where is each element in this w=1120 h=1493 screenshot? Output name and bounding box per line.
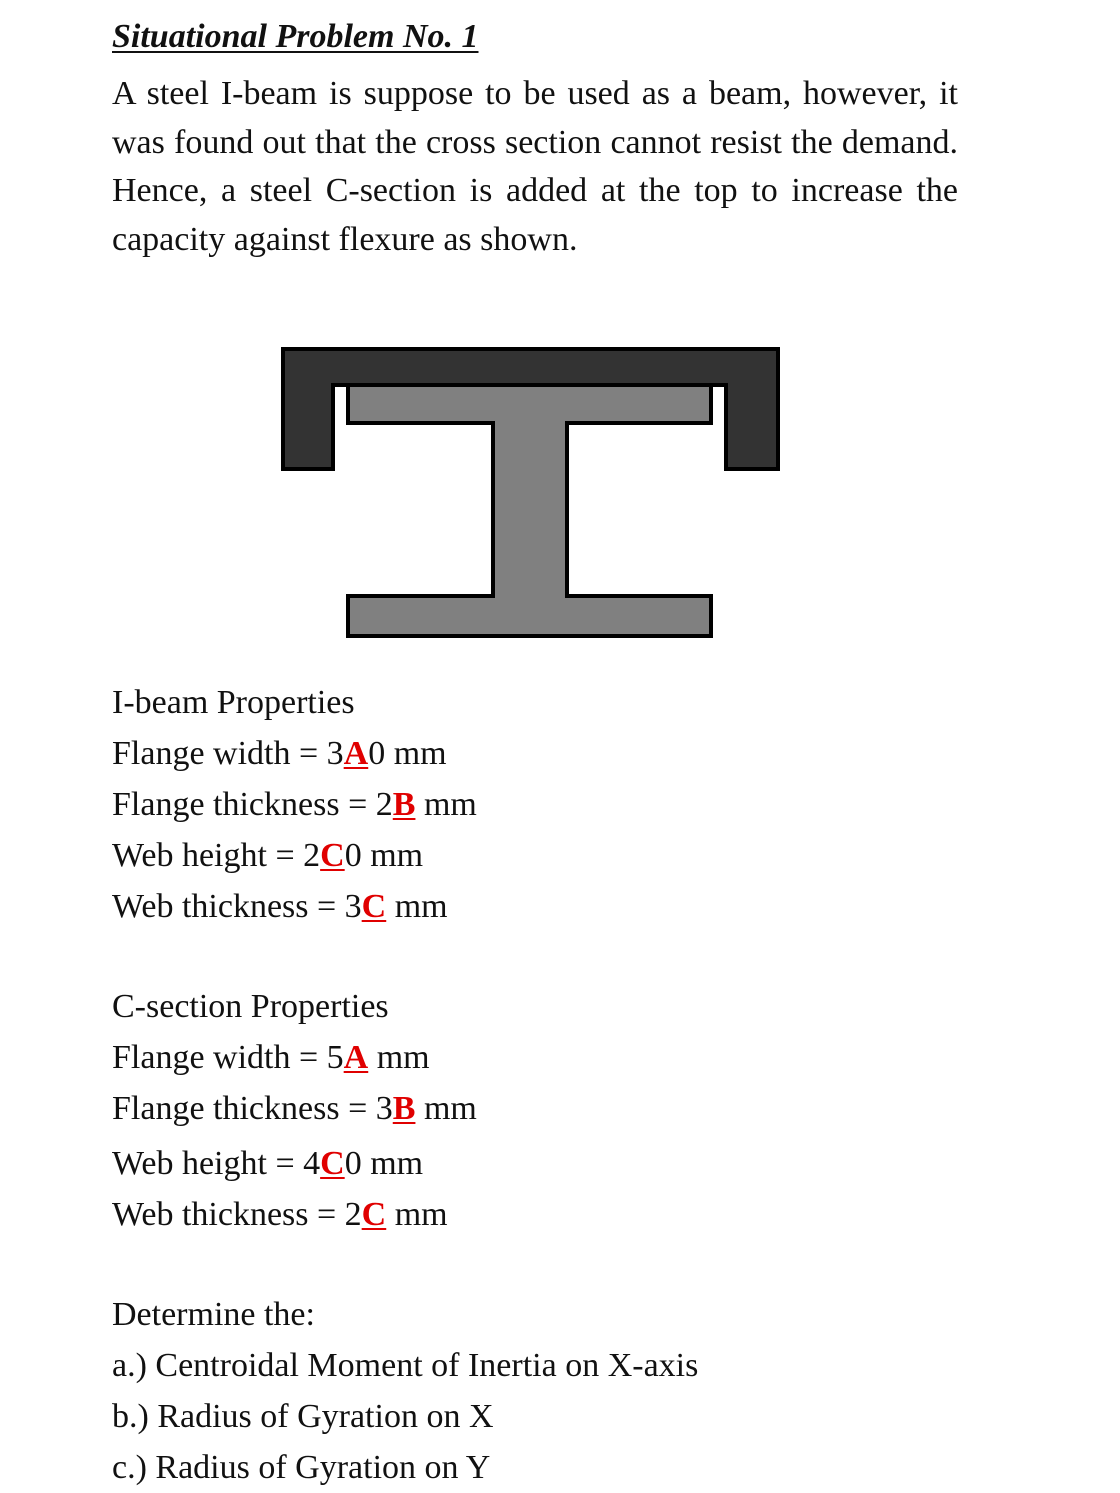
c-section-web-height: Web height = 4C0 mm: [112, 1145, 424, 1182]
c-section-properties: [112, 981, 477, 1240]
problem-statement: A steel I-beam is suppose to be used as a beam, however, it was found out that the cross section cannot resist the demand. Hence, a steel C-section is added at the top to increase the capacity against flexure as shown.: [112, 75, 958, 258]
c-section-flange-thickness: Flange thickness = 3B mm: [112, 1090, 477, 1127]
c-section-heading: C-section Properties: [112, 988, 389, 1025]
cross-section-figure: [281, 347, 781, 639]
question-b: b.) Radius of Gyration on X: [112, 1398, 494, 1435]
determine-heading: Determine the:: [112, 1296, 315, 1333]
variable-c: C: [361, 888, 387, 925]
page-title: Situational Problem No. 1: [112, 18, 479, 55]
i-beam-web-height: Web height = 2C0 mm: [112, 837, 424, 874]
variable-b: B: [392, 1090, 416, 1127]
determine-section: [112, 1289, 698, 1493]
i-beam-flange-thickness: Flange thickness = 2B mm: [112, 786, 477, 823]
question-a: a.) Centroidal Moment of Inertia on X-axis: [112, 1347, 699, 1384]
c-section-web-thickness: Web thickness = 2C mm: [112, 1196, 448, 1233]
i-beam-web-thickness: Web thickness = 3C mm: [112, 888, 448, 925]
variable-a: A: [343, 735, 369, 772]
question-c: c.) Radius of Gyration on Y: [112, 1449, 491, 1486]
i-beam-properties: [112, 677, 477, 932]
variable-a: A: [343, 1039, 369, 1076]
variable-c: C: [320, 1145, 345, 1182]
i-beam-heading: I-beam Properties: [112, 684, 355, 721]
variable-c: C: [320, 837, 345, 874]
variable-b: B: [392, 786, 416, 823]
c-section-flange-width: Flange width = 5A mm: [112, 1039, 430, 1076]
variable-c: C: [361, 1196, 387, 1233]
i-beam-shape: [348, 385, 711, 636]
i-beam-flange-width: Flange width = 3A0 mm: [112, 735, 447, 772]
